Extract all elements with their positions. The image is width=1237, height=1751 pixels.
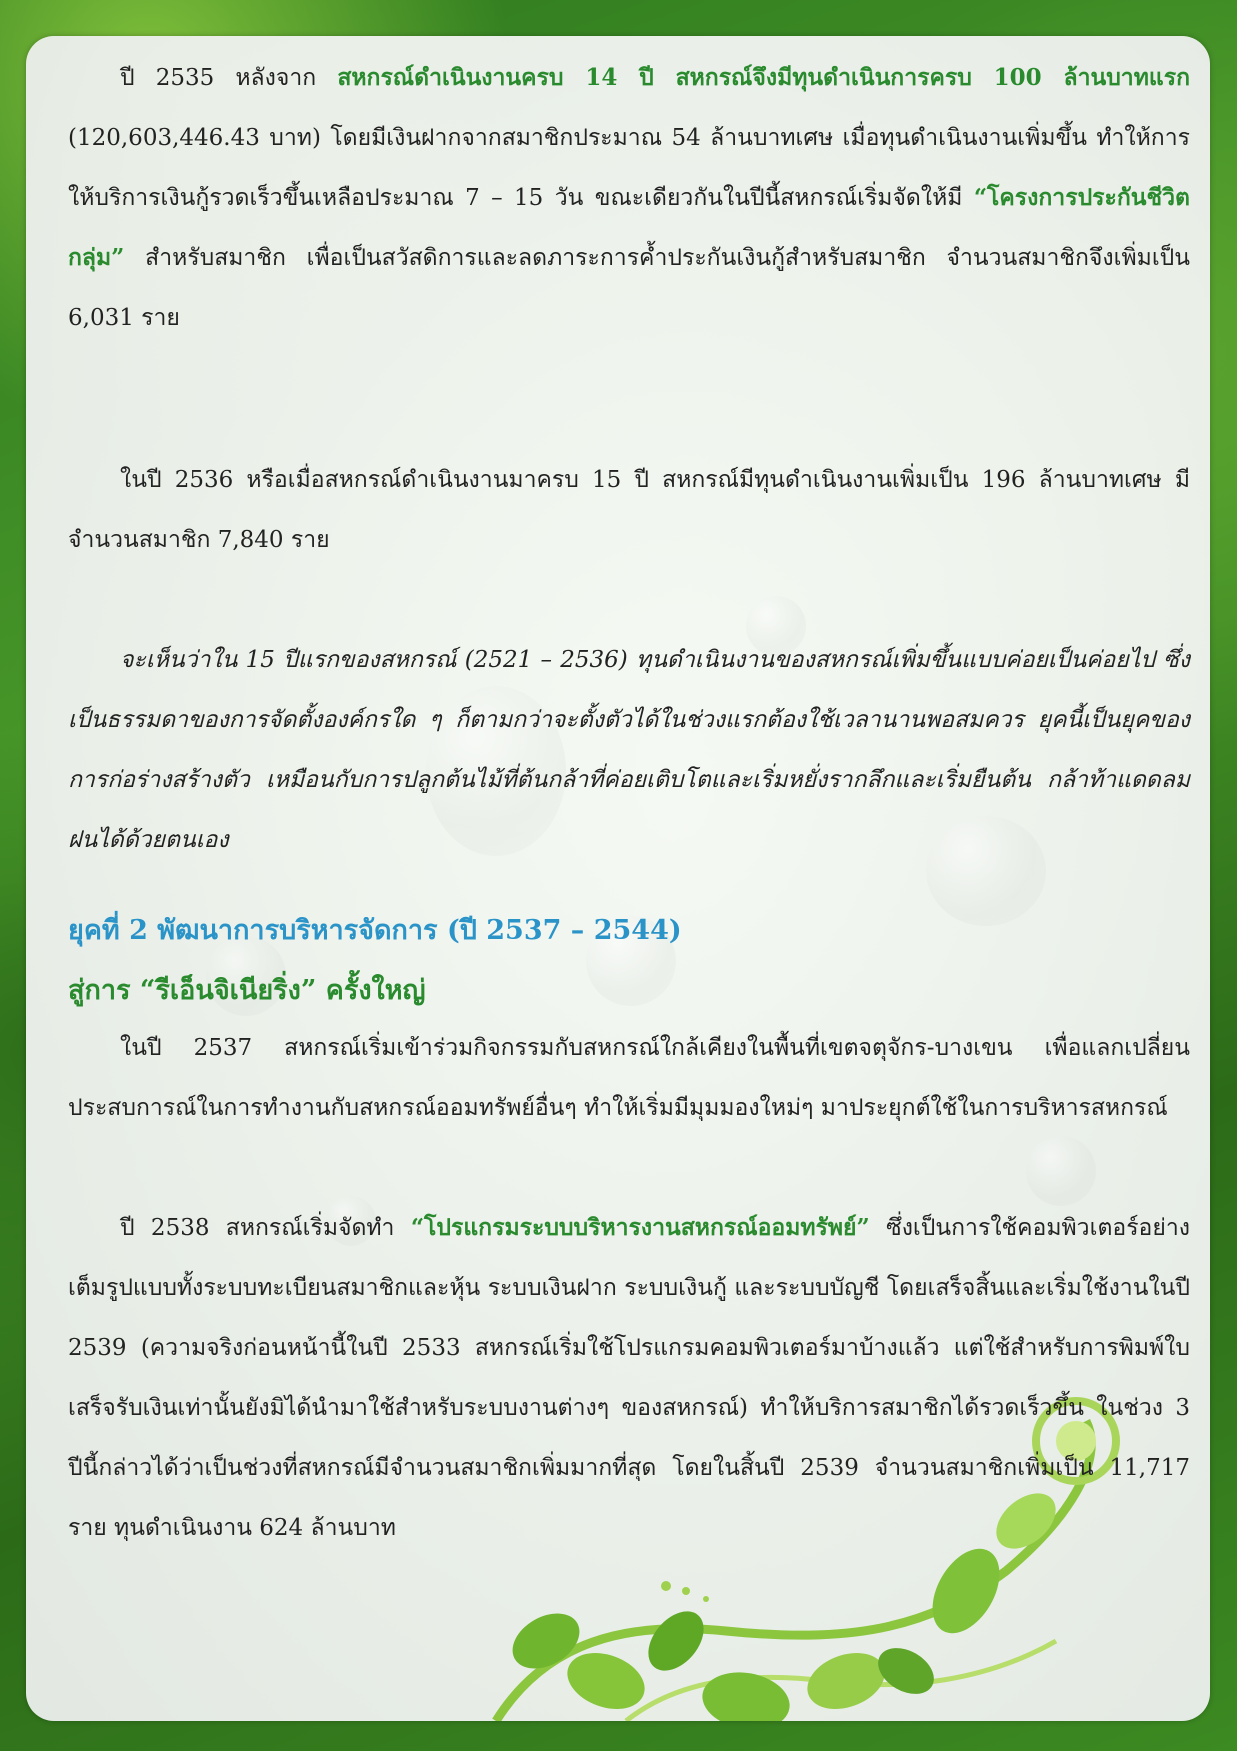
paragraph-2535: ปี 2535 หลังจาก สหกรณ์ดำเนินงานครบ 14 ปี สหกรณ์จึงมีทุนดำเนินการครบ 100 ล้านบาทแรก (120,603,446.43 บาท) โดยมีเงินฝากจากสมาชิกประมาณ 54 ล้านบาทเศษ เมื่อทุนดำเนินงานเพิ่มขึ้น ทำให้การให้บริการเงินกู้รวดเร็วขึ้นเหลือประมาณ 7 – 15 วัน ขณะเดียวกันในปีนี้สหกรณ์เริ่มจัดให้มี “โครงการประกันชีวิตกลุ่ม” สำหรับสมาชิก เพื่อเป็นสวัสดิการและลดภาระการค้ำประกันเงินกู้สำหรับสมาชิก จำนวนสมาชิกจึงเพิ่มเป็น 6,031 ราย [68, 64, 1190, 331]
water-drop [1026, 1136, 1096, 1206]
paragraph-summary: จะเห็นว่าใน 15 ปีแรกของสหกรณ์ (2521 – 2536) ทุนดำเนินงานของสหกรณ์เพิ่มขึ้นแบบค่อยเป็นค่อยไป ซึ่งเป็นธรรมดาของการจัดตั้งองค์กรใด ๆ ก็ตามกว่าจะตั้งตัวได้ในช่วงแรกต้องใช้เวลานานพอสมควร ยุคนี้เป็นยุคของการก่อร่างสร้างตัว เหมือนกับการปลูกต้นไม้ที่ต้นกล้าที่ค่อยเติบโตและเริ่มหยั่งรากลึกและเริ่มยืนต้น กล้าท้าแดดลมฝนได้ด้วยตนเอง [68, 647, 1190, 853]
paragraph-2537: ในปี 2537 สหกรณ์เริ่มเข้าร่วมกิจกรรมกับสหกรณ์ใกล้เคียงในพื้นที่เขตจตุจักร-บางเขน เพื่อแลกเปลี่ยนประสบการณ์ในการทำงานกับสหกรณ์ออมทรัพย์อื่นๆ ทำให้เริ่มมีมุมมองใหม่ๆ มาประยุกต์ใช้ในการบริหารสหกรณ์ [68, 1035, 1190, 1121]
highlight-program: “โปรแกรมระบบบริหารงานสหกรณ์ออมทรัพย์” [410, 1214, 870, 1241]
page-panel [26, 36, 1210, 1721]
paragraph-2536: ในปี 2536 หรือเมื่อสหกรณ์ดำเนินงานมาครบ 15 ปี สหกรณ์มีทุนดำเนินงานเพิ่มเป็น 196 ล้านบาทเศษ มีจำนวนสมาชิก 7,840 ราย [68, 467, 1190, 553]
section-heading: ยุคที่ 2 พัฒนาการบริหารจัดการ (ปี 2537 – 2544) [68, 915, 682, 946]
highlight-fund-100m: สหกรณ์ดำเนินงานครบ 14 ปี สหกรณ์จึงมีทุนดำเนินการครบ 100 ล้านบาทแรก [337, 64, 1190, 91]
section-subheading: สู่การ “รีเอ็นจิเนียริ่ง” ครั้งใหญ่ [68, 975, 426, 1006]
highlight-group-insurance: “โครงการประกันชีวิตกลุ่ม” [68, 184, 1190, 271]
paragraph-2538: ปี 2538 สหกรณ์เริ่มจัดทำ “โปรแกรมระบบบริหารงานสหกรณ์ออมทรัพย์” ซึ่งเป็นการใช้คอมพิวเตอร์อย่างเต็มรูปแบบทั้งระบบทะเบียนสมาชิกและหุ้น ระบบเงินฝาก ระบบเงินกู้ และระบบบัญชี โดยเสร็จสิ้นและเริ่มใช้งานในปี 2539 (ความจริงก่อนหน้านี้ในปี 2533 สหกรณ์เริ่มใช้โปรแกรมคอมพิวเตอร์มาบ้างแล้ว แต่ใช้สำหรับการพิมพ์ใบเสร็จรับเงินเท่านั้นยังมิได้นำมาใช้สำหรับระบบงานต่างๆ ของสหกรณ์) ทำให้บริการสมาชิกได้รวดเร็วขึ้น ในช่วง 3 ปีนี้กล่าวได้ว่าเป็นช่วงที่สหกรณ์มีจำนวนสมาชิกเพิ่มมากที่สุด โดยในสิ้นปี 2539 จำนวนสมาชิกเพิ่มเป็น 11,717 ราย ทุนดำเนินงาน 624 ล้านบาท [68, 1214, 1190, 1541]
